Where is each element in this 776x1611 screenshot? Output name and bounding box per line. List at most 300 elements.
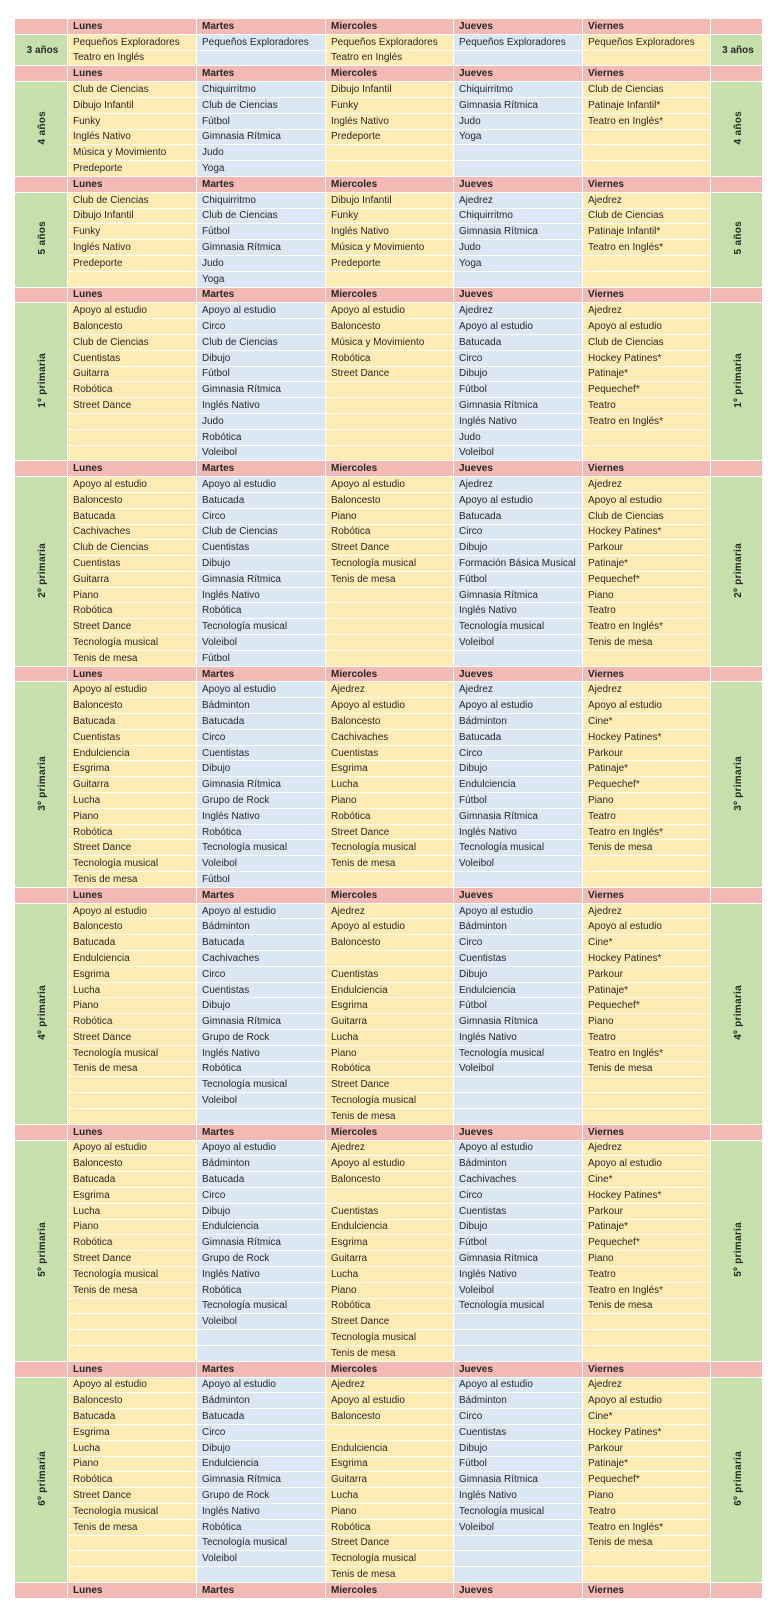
- activity-cell: Inglés Nativo: [326, 113, 454, 129]
- activity-cell: [454, 1567, 583, 1583]
- activity-cell: Piano: [326, 508, 454, 524]
- activity-cell: Apoyo al estudio: [583, 492, 711, 508]
- day-header: Jueves: [454, 1361, 583, 1377]
- activity-cell: Ajedrez: [326, 682, 454, 698]
- activity-cell: Baloncesto: [68, 1393, 197, 1409]
- activity-cell: Parkour: [583, 1440, 711, 1456]
- activity-cell: Hockey Patines*: [583, 524, 711, 540]
- activity-cell: [454, 1535, 583, 1551]
- activity-cell: Batucada: [454, 334, 583, 350]
- schedule-row: [15, 524, 763, 540]
- activity-cell: [583, 271, 711, 287]
- activity-cell: Fútbol: [197, 224, 326, 240]
- header-spacer-right: [711, 887, 763, 903]
- day-header: Jueves: [454, 666, 583, 682]
- schedule-row: [15, 429, 763, 445]
- activity-cell: Tecnología musical: [326, 1551, 454, 1567]
- activity-cell: Parkour: [583, 966, 711, 982]
- activity-cell: Inglés Nativo: [197, 1266, 326, 1282]
- age-group-label-right: [711, 477, 763, 667]
- activity-cell: Circo: [454, 1409, 583, 1425]
- schedule-row: [15, 1235, 763, 1251]
- activity-cell: Street Dance: [68, 1030, 197, 1046]
- activity-cell: Ajedrez: [454, 192, 583, 208]
- activity-cell: [326, 382, 454, 398]
- activity-cell: Batucada: [197, 935, 326, 951]
- activity-cell: Esgrima: [68, 1187, 197, 1203]
- header-spacer-right: [711, 176, 763, 192]
- activity-cell: Piano: [68, 1219, 197, 1235]
- activity-cell: Teatro en Inglés*: [583, 824, 711, 840]
- schedule-row: [15, 82, 763, 98]
- activity-cell: Voleibol: [454, 1519, 583, 1535]
- activity-cell: Apoyo al estudio: [454, 1377, 583, 1393]
- activity-cell: [583, 1108, 711, 1124]
- activity-cell: Street Dance: [68, 1251, 197, 1267]
- activity-cell: Judo: [197, 255, 326, 271]
- day-header: Viernes: [583, 461, 711, 477]
- activity-cell: Piano: [68, 1456, 197, 1472]
- activity-cell: Voleibol: [197, 1314, 326, 1330]
- activity-cell: Cachivaches: [68, 524, 197, 540]
- activity-cell: [68, 1077, 197, 1093]
- activity-cell: Tenis de mesa: [583, 840, 711, 856]
- activity-cell: Fútbol: [454, 571, 583, 587]
- activity-cell: Cine*: [583, 1172, 711, 1188]
- activity-cell: Pequeños Exploradores: [583, 34, 711, 50]
- activity-cell: Hockey Patines*: [583, 729, 711, 745]
- activity-cell: Baloncesto: [326, 714, 454, 730]
- activity-cell: Predeporte: [68, 161, 197, 177]
- activity-cell: Apoyo al estudio: [197, 1377, 326, 1393]
- activity-cell: Circo: [197, 966, 326, 982]
- day-header: Jueves: [454, 19, 583, 35]
- activity-cell: Robótica: [326, 1298, 454, 1314]
- activity-cell: [583, 445, 711, 461]
- activity-cell: Gimnasia Rítmica: [454, 398, 583, 414]
- schedule-row: [15, 824, 763, 840]
- activity-cell: Apoyo al estudio: [68, 903, 197, 919]
- activity-cell: Piano: [326, 1503, 454, 1519]
- activity-cell: Lucha: [68, 982, 197, 998]
- day-header: Lunes: [68, 66, 197, 82]
- day-header: Viernes: [583, 887, 711, 903]
- activity-cell: [68, 429, 197, 445]
- activity-cell: Cuentistas: [454, 951, 583, 967]
- day-header-row: [15, 287, 763, 303]
- activity-cell: Tecnología musical: [454, 1503, 583, 1519]
- activity-cell: Teatro en Inglés*: [583, 413, 711, 429]
- schedule-table-body: [15, 19, 763, 1599]
- activity-cell: Tenis de mesa: [326, 1567, 454, 1583]
- schedule-row: [15, 808, 763, 824]
- activity-cell: Teatro: [583, 603, 711, 619]
- activity-cell: Dibujo: [197, 1440, 326, 1456]
- activity-cell: Judo: [197, 145, 326, 161]
- day-header: Lunes: [68, 1582, 197, 1598]
- age-group-label-text: 4º primaria: [37, 984, 48, 1040]
- age-group-label-right: [711, 192, 763, 287]
- activity-cell: Tecnología musical: [197, 1077, 326, 1093]
- activity-cell: Bádminton: [454, 919, 583, 935]
- schedule-row: [15, 966, 763, 982]
- activity-cell: Cuentistas: [197, 540, 326, 556]
- activity-cell: Voleibol: [454, 1282, 583, 1298]
- activity-cell: Gimnasia Rítmica: [197, 382, 326, 398]
- activity-cell: Ajedrez: [583, 477, 711, 493]
- day-header: Miercoles: [326, 666, 454, 682]
- activity-cell: Esgrima: [68, 966, 197, 982]
- activity-cell: Inglés Nativo: [454, 1488, 583, 1504]
- schedule-row: [15, 129, 763, 145]
- activity-cell: Apoyo al estudio: [197, 682, 326, 698]
- activity-cell: [583, 1093, 711, 1109]
- activity-cell: [326, 145, 454, 161]
- day-header-row: [15, 19, 763, 35]
- schedule-row: [15, 445, 763, 461]
- activity-cell: Baloncesto: [326, 492, 454, 508]
- activity-cell: Tenis de mesa: [68, 1061, 197, 1077]
- schedule-row: [15, 492, 763, 508]
- schedule-row: [15, 1156, 763, 1172]
- day-header-row: [15, 1124, 763, 1140]
- activity-cell: Dibujo Infantil: [68, 97, 197, 113]
- activity-cell: Bádminton: [197, 919, 326, 935]
- activity-cell: Inglés Nativo: [454, 413, 583, 429]
- age-group-label-text: 1º primaria: [37, 352, 48, 408]
- activity-cell: Robótica: [197, 429, 326, 445]
- header-spacer-right: [711, 666, 763, 682]
- activity-cell: Apoyo al estudio: [583, 698, 711, 714]
- activity-cell: Robótica: [326, 524, 454, 540]
- activity-cell: Voleibol: [454, 445, 583, 461]
- activity-cell: [583, 129, 711, 145]
- activity-cell: Tenis de mesa: [326, 1345, 454, 1361]
- activity-cell: Chiquirritmo: [454, 208, 583, 224]
- activity-cell: Cuentistas: [326, 966, 454, 982]
- activity-cell: Lucha: [68, 1203, 197, 1219]
- activity-cell: [454, 145, 583, 161]
- activity-cell: Pequechef*: [583, 382, 711, 398]
- activity-cell: Voleibol: [197, 856, 326, 872]
- activity-cell: Baloncesto: [326, 1172, 454, 1188]
- activity-cell: [583, 872, 711, 888]
- activity-cell: Gimnasia Rítmica: [197, 1472, 326, 1488]
- activity-cell: Endulciencia: [68, 745, 197, 761]
- activity-cell: Apoyo al estudio: [197, 903, 326, 919]
- day-header: Viernes: [583, 666, 711, 682]
- activity-cell: Bádminton: [454, 1156, 583, 1172]
- activity-cell: Tecnología musical: [326, 1330, 454, 1346]
- activity-cell: Patinaje Infantil*: [583, 97, 711, 113]
- activity-cell: Circo: [197, 508, 326, 524]
- activity-cell: Dibujo: [197, 350, 326, 366]
- activity-cell: Dibujo: [454, 1440, 583, 1456]
- activity-cell: Inglés Nativo: [197, 1503, 326, 1519]
- age-group-label-text: 2º primaria: [732, 542, 744, 598]
- activity-cell: [583, 1330, 711, 1346]
- activity-cell: Parkour: [583, 540, 711, 556]
- activity-cell: Ajedrez: [326, 1140, 454, 1156]
- header-spacer-left: [15, 1361, 68, 1377]
- activity-cell: Esgrima: [326, 1235, 454, 1251]
- activity-cell: [68, 1093, 197, 1109]
- activity-cell: Robótica: [68, 603, 197, 619]
- age-group-label-text: 3º primaria: [732, 755, 744, 811]
- activity-cell: Dibujo: [454, 366, 583, 382]
- activity-cell: Dibujo: [454, 540, 583, 556]
- activity-cell: Tecnología musical: [454, 1298, 583, 1314]
- activity-cell: Guitarra: [326, 1014, 454, 1030]
- schedule-row: [15, 1061, 763, 1077]
- activity-cell: Tecnología musical: [326, 1093, 454, 1109]
- schedule-row: [15, 413, 763, 429]
- activity-cell: Endulciencia: [326, 982, 454, 998]
- schedule-row: [15, 508, 763, 524]
- schedule-row: [15, 998, 763, 1014]
- age-group-label-left: [15, 682, 68, 887]
- day-header: Viernes: [583, 1124, 711, 1140]
- header-spacer-left: [15, 461, 68, 477]
- activity-cell: Teatro en Inglés: [68, 50, 197, 66]
- activity-cell: Apoyo al estudio: [583, 319, 711, 335]
- day-header: Martes: [197, 19, 326, 35]
- activity-cell: Pequeños Exploradores: [197, 34, 326, 50]
- activity-cell: Esgrima: [326, 761, 454, 777]
- activity-cell: Baloncesto: [68, 492, 197, 508]
- activity-cell: [326, 619, 454, 635]
- activity-cell: Circo: [197, 1424, 326, 1440]
- day-header: Miercoles: [326, 176, 454, 192]
- activity-cell: Robótica: [197, 1282, 326, 1298]
- schedule-row: [15, 777, 763, 793]
- activity-cell: Teatro en Inglés*: [583, 113, 711, 129]
- day-header: Lunes: [68, 176, 197, 192]
- activity-cell: Judo: [454, 240, 583, 256]
- day-header-row: [15, 461, 763, 477]
- day-header: Martes: [197, 287, 326, 303]
- activity-cell: Lucha: [326, 1266, 454, 1282]
- activity-cell: Batucada: [197, 492, 326, 508]
- activity-cell: Club de Ciencias: [197, 97, 326, 113]
- activity-cell: Apoyo al estudio: [68, 682, 197, 698]
- activity-cell: Patinaje*: [583, 556, 711, 572]
- activity-cell: Ajedrez: [454, 477, 583, 493]
- activity-cell: Guitarra: [326, 1472, 454, 1488]
- schedule-row: [15, 350, 763, 366]
- activity-cell: Piano: [583, 1014, 711, 1030]
- activity-cell: Batucada: [454, 508, 583, 524]
- activity-cell: Teatro en Inglés*: [583, 240, 711, 256]
- schedule-row: [15, 1282, 763, 1298]
- activity-cell: Predeporte: [68, 255, 197, 271]
- activity-cell: Batucada: [68, 1409, 197, 1425]
- activity-cell: Club de Ciencias: [583, 334, 711, 350]
- age-group-label-text: 4 años: [37, 110, 48, 145]
- activity-cell: Cine*: [583, 1409, 711, 1425]
- activity-cell: Street Dance: [326, 1077, 454, 1093]
- activity-cell: Funky: [68, 113, 197, 129]
- activity-cell: Gimnasia Rítmica: [454, 587, 583, 603]
- activity-cell: Voleibol: [197, 635, 326, 651]
- activity-cell: Gimnasia Rítmica: [454, 808, 583, 824]
- age-group-label-text: 5º primaria: [732, 1221, 744, 1277]
- activity-cell: Patinaje*: [583, 1219, 711, 1235]
- activity-cell: Cachivaches: [197, 951, 326, 967]
- activity-cell: Teatro: [583, 398, 711, 414]
- schedule-row: [15, 587, 763, 603]
- activity-cell: Yoga: [197, 271, 326, 287]
- activity-cell: Robótica: [197, 824, 326, 840]
- activity-cell: Lucha: [326, 1030, 454, 1046]
- age-group-label-text: 5 años: [732, 221, 744, 255]
- header-spacer-left: [15, 19, 68, 35]
- day-header: Jueves: [454, 461, 583, 477]
- age-group-label-right: [711, 682, 763, 887]
- activity-cell: Cuentistas: [326, 1203, 454, 1219]
- activity-cell: [326, 429, 454, 445]
- schedule-row: [15, 1409, 763, 1425]
- activity-cell: Patinaje*: [583, 1456, 711, 1472]
- activity-cell: Teatro en Inglés: [326, 50, 454, 66]
- activity-cell: Dibujo Infantil: [326, 192, 454, 208]
- activity-cell: Patinaje*: [583, 982, 711, 998]
- activity-cell: Circo: [454, 745, 583, 761]
- schedule-row: [15, 255, 763, 271]
- schedule-row: [15, 366, 763, 382]
- activity-cell: [583, 1314, 711, 1330]
- activity-cell: Cuentistas: [454, 1424, 583, 1440]
- day-header: Lunes: [68, 19, 197, 35]
- activity-cell: Robótica: [68, 1014, 197, 1030]
- activity-cell: Teatro en Inglés*: [583, 619, 711, 635]
- activity-cell: Parkour: [583, 745, 711, 761]
- schedule-row: [15, 1219, 763, 1235]
- header-spacer-right: [711, 19, 763, 35]
- day-header: Viernes: [583, 1582, 711, 1598]
- activity-cell: Tenis de mesa: [326, 856, 454, 872]
- header-spacer-right: [711, 1124, 763, 1140]
- schedule-row: [15, 540, 763, 556]
- activity-cell: Gimnasia Rítmica: [454, 1014, 583, 1030]
- schedule-row: [15, 398, 763, 414]
- age-group-label-left: [15, 1377, 68, 1582]
- day-header: Viernes: [583, 1361, 711, 1377]
- activity-cell: Piano: [68, 587, 197, 603]
- activity-cell: Tecnología musical: [197, 1535, 326, 1551]
- age-group-label-text: 1º primaria: [732, 352, 744, 408]
- activity-cell: Fútbol: [197, 366, 326, 382]
- activity-cell: Chiquirritmo: [197, 82, 326, 98]
- activity-cell: Ajedrez: [583, 682, 711, 698]
- activity-cell: Judo: [454, 113, 583, 129]
- activity-cell: Ajedrez: [326, 1377, 454, 1393]
- activity-cell: [68, 1108, 197, 1124]
- activity-cell: Cuentistas: [68, 556, 197, 572]
- schedule-row: [15, 903, 763, 919]
- activity-cell: Dibujo: [197, 1203, 326, 1219]
- activity-cell: Patinaje*: [583, 366, 711, 382]
- activity-cell: Gimnasia Rítmica: [197, 571, 326, 587]
- activity-cell: Patinaje Infantil*: [583, 224, 711, 240]
- schedule-row: [15, 1503, 763, 1519]
- activity-cell: Dibujo: [197, 556, 326, 572]
- activity-cell: Tenis de mesa: [326, 571, 454, 587]
- schedule-row: [15, 840, 763, 856]
- schedule-row: [15, 951, 763, 967]
- schedule-row: [15, 1045, 763, 1061]
- day-header: Jueves: [454, 287, 583, 303]
- schedule-row: [15, 698, 763, 714]
- activity-cell: Bádminton: [454, 1393, 583, 1409]
- day-header-row: [15, 176, 763, 192]
- activity-cell: [326, 951, 454, 967]
- activity-cell: [326, 413, 454, 429]
- activity-cell: Cuentistas: [68, 350, 197, 366]
- activity-cell: Circo: [197, 319, 326, 335]
- activity-cell: Endulciencia: [68, 951, 197, 967]
- activity-cell: Robótica: [197, 1519, 326, 1535]
- activity-cell: [68, 1551, 197, 1567]
- schedule-row: [15, 571, 763, 587]
- activity-cell: [454, 271, 583, 287]
- activity-cell: Gimnasia Rítmica: [454, 97, 583, 113]
- day-header: Miercoles: [326, 1361, 454, 1377]
- activity-cell: Inglés Nativo: [454, 824, 583, 840]
- activity-cell: Circo: [197, 729, 326, 745]
- activity-cell: [326, 635, 454, 651]
- activity-cell: Endulciencia: [454, 777, 583, 793]
- activity-cell: Lucha: [326, 1488, 454, 1504]
- activity-cell: Cuentistas: [197, 982, 326, 998]
- age-group-label-left: [15, 34, 68, 66]
- age-group-label-right: [711, 903, 763, 1124]
- schedule-row: [15, 1567, 763, 1583]
- age-group-label-text: 2º primaria: [37, 542, 48, 598]
- schedule-row: [15, 1377, 763, 1393]
- schedule-row: [15, 240, 763, 256]
- age-group-label-left: [15, 477, 68, 667]
- activity-cell: Funky: [326, 208, 454, 224]
- schedule-row: [15, 1140, 763, 1156]
- age-group-label-text: 6º primaria: [732, 1450, 744, 1506]
- schedule-row: [15, 319, 763, 335]
- activity-cell: Tenis de mesa: [68, 650, 197, 666]
- activity-cell: Piano: [583, 1488, 711, 1504]
- activity-cell: Tecnología musical: [326, 840, 454, 856]
- activity-cell: Endulciencia: [326, 1440, 454, 1456]
- schedule-row: [15, 303, 763, 319]
- day-header: Martes: [197, 666, 326, 682]
- activity-cell: [583, 50, 711, 66]
- age-group-label-left: [15, 1140, 68, 1361]
- activity-cell: Inglés Nativo: [454, 603, 583, 619]
- activity-cell: Circo: [454, 524, 583, 540]
- schedule-row: [15, 856, 763, 872]
- activity-cell: Piano: [583, 793, 711, 809]
- day-header: Jueves: [454, 66, 583, 82]
- schedule-row: [15, 919, 763, 935]
- activity-cell: Lucha: [326, 777, 454, 793]
- activity-cell: Cine*: [583, 714, 711, 730]
- activity-cell: [583, 145, 711, 161]
- day-header: Miercoles: [326, 1124, 454, 1140]
- activity-cell: Teatro en Inglés*: [583, 1045, 711, 1061]
- activity-cell: [326, 587, 454, 603]
- schedule-row: [15, 1314, 763, 1330]
- activity-cell: Club de Ciencias: [197, 524, 326, 540]
- header-spacer-left: [15, 287, 68, 303]
